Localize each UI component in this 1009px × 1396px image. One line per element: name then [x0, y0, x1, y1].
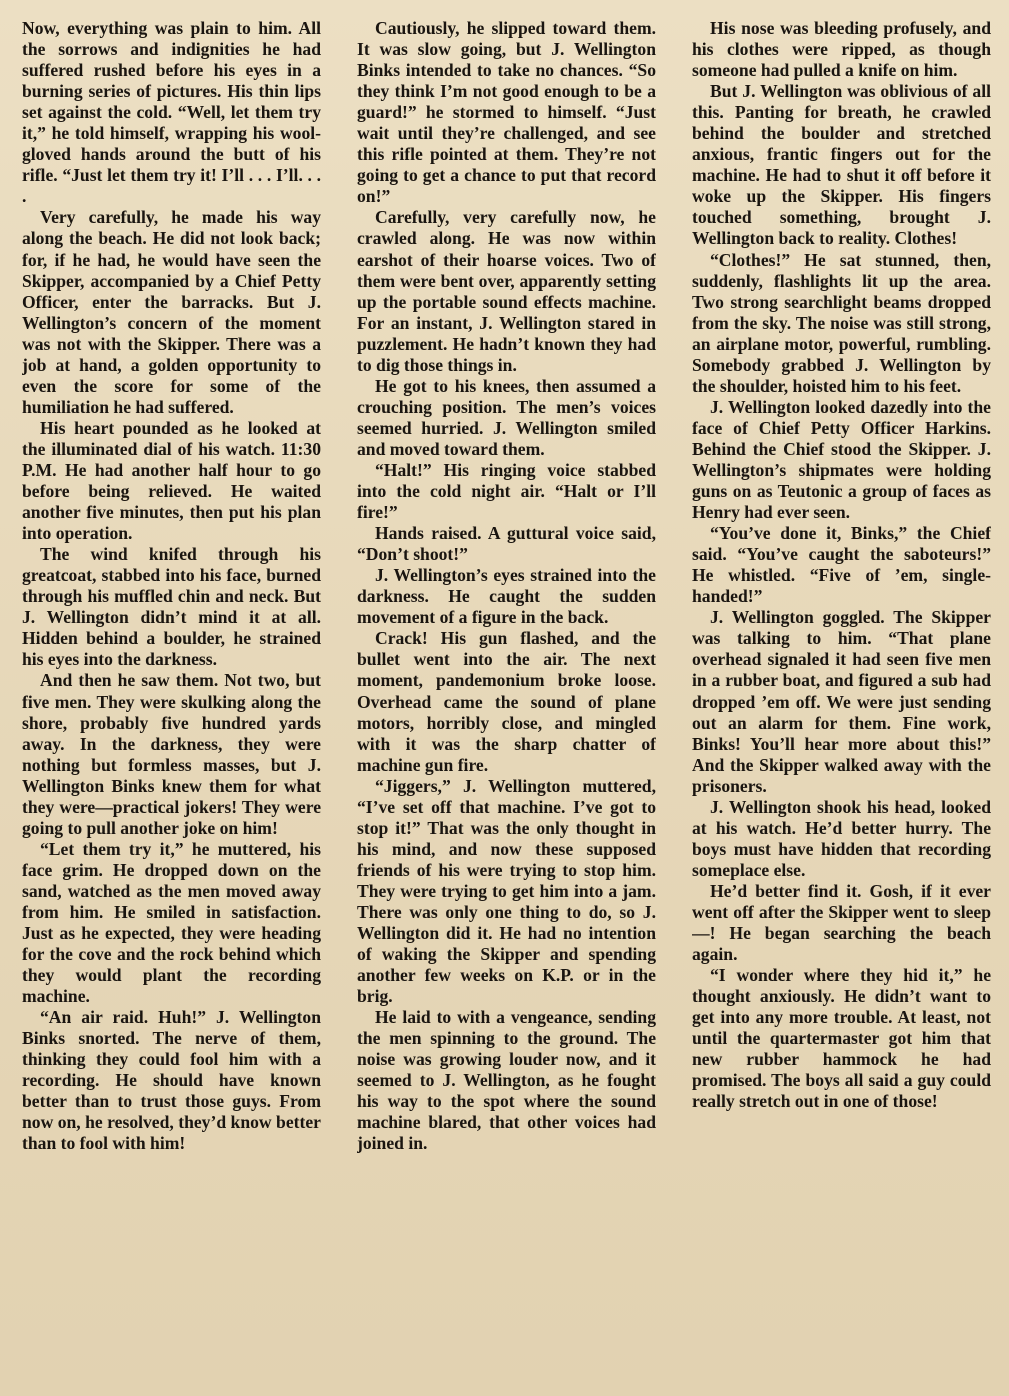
paragraph: Now, everything was plain to him. All the sorrows and indignities he had suffered rushed before his eyes in a burning series of pictures. His thin lips set against the cold. “Well, let them try it,” he told himself, wrapping his wool-gloved hands around the butt of his rifle. “Just let them try it! I’ll . . . I’ll. . . . [22, 18, 321, 207]
paragraph: He’d better find it. Gosh, if it ever went off after the Skipper went to sleep—! He began searching the beach again. [692, 880, 991, 965]
paragraph: He laid to with a vengeance, sending the men spinning to the ground. The noise was growing louder now, and it seemed to J. Wellington, as he fought his way to the spot where the sound machine blared, that other voices had joined in. [357, 1007, 656, 1154]
paragraph: But J. Wellington was oblivious of all this. Panting for breath, he crawled behind the boulder and stretched anxious, frantic fingers out for the machine. He had to shut it off before it woke up the Skipper. His fingers touched something, brought J. Wellington back to reality. Clothes! [692, 81, 991, 249]
paragraph: “You’ve done it, Binks,” the Chief said. “You’ve caught the saboteurs!” He whistled. “Five of ’em, single-handed!” [692, 523, 991, 607]
paragraph: He got to his knees, then assumed a crouching position. The men’s voices seemed hurried. J. Wellington smiled and moved toward them. [357, 375, 656, 459]
column-middle [357, 18, 656, 1386]
paragraph: “An air raid. Huh!” J. Wellington Binks snorted. The nerve of them, thinking they could fool him with a recording. He should have known better than to trust those guys. From now on, he resolved, they’d know better than to fool with him! [22, 1007, 321, 1154]
paragraph: Crack! His gun flashed, and the bullet went into the air. The next moment, pandemonium broke loose. Overhead came the sound of plane motors, horribly close, and mingled with it was the sharp chatter of machine gun fire. [357, 628, 656, 775]
column-left [22, 18, 321, 1386]
paragraph: His nose was bleeding profusely, and his clothes were ripped, as though someone had pulled a knife on him. [692, 18, 991, 81]
paragraph: The wind knifed through his greatcoat, stabbed into his face, burned through his muffled chin and neck. But J. Wellington didn’t mind it at all. Hidden behind a boulder, he strained his eyes into the darkness. [22, 544, 321, 670]
paragraph: And then he saw them. Not two, but five men. They were skulking along the shore, probably five hundred yards away. In the darkness, they were nothing but formless masses, but J. Wellington Binks knew them for what they were—practical jokers! They were going to pull another joke on him! [22, 670, 321, 838]
paragraph: J. Wellington’s eyes strained into the darkness. He caught the sudden movement of a figure in the back. [357, 565, 656, 628]
paragraph: “I wonder where they hid it,” he thought anxiously. He didn’t want to get into any more trouble. At least, not until the quartermaster got him that new rubber hammock he had promised. The boys all said a guy could really stretch out in one of those! [692, 965, 991, 1112]
paragraph: J. Wellington goggled. The Skipper was talking to him. “That plane overhead signaled it had seen five men in a rubber boat, and figured a sub had dropped ’em off. We were just sending out an alarm for them. Fine work, Binks! You’ll hear more about this!” And the Skipper walked away with the prisoners. [692, 607, 991, 796]
paragraph: His heart pounded as he looked at the illuminated dial of his watch. 11:30 P.M. He had another half hour to go before being relieved. He waited another five minutes, then put his plan into operation. [22, 417, 321, 544]
paragraph: “Clothes!” He sat stunned, then, suddenly, flashlights lit up the area. Two strong searchlight beams dropped from the sky. The noise was still strong, an airplane motor, powerful, rumbling. Somebody grabbed J. Wellington by the shoulder, hoisted him to his feet. [692, 249, 991, 396]
paragraph: J. Wellington looked dazedly into the face of Chief Petty Officer Harkins. Behind the Chief stood the Skipper. J. Wellington’s shipmates were holding guns on as Teutonic a group of faces as Henry had ever seen. [692, 396, 991, 523]
paragraph: J. Wellington shook his head, looked at his watch. He’d better hurry. The boys must have hidden that recording someplace else. [692, 796, 991, 880]
text-columns [22, 18, 991, 1386]
paragraph: “Halt!” His ringing voice stabbed into the cold night air. “Halt or I’ll fire!” [357, 459, 656, 523]
paragraph: “Jiggers,” J. Wellington muttered, “I’ve set off that machine. I’ve got to stop it!” That was the only thought in his mind, and now these supposed friends of his were trying to stop him. They were trying to get him into a jam. There was only one thing to do, so J. Wellington did it. He had no intention of waking the Skipper and spending another few weeks on K.P. or in the brig. [357, 775, 656, 1007]
column-right [692, 18, 991, 1386]
paragraph: Carefully, very carefully now, he crawled along. He was now within earshot of their hoarse voices. Two of them were bent over, apparently setting up the portable sound effects machine. For an instant, J. Wellington stared in puzzlement. He hadn’t known they had to dig those things in. [357, 207, 656, 375]
paragraph: Hands raised. A guttural voice said, “Don’t shoot!” [357, 523, 656, 565]
paragraph: Very carefully, he made his way along the beach. He did not look back; for, if he had, he would have seen the Skipper, accompanied by a Chief Petty Officer, enter the barracks. But J. Wellington’s concern of the moment was not with the Skipper. There was a job at hand, a golden opportunity to even the score for some of the humiliation he had suffered. [22, 207, 321, 417]
paragraph: “Let them try it,” he muttered, his face grim. He dropped down on the sand, watched as the men moved away from him. He smiled in satisfaction. Just as he expected, they were heading for the cove and the rock behind which they would plant the recording machine. [22, 838, 321, 1007]
paragraph: Cautiously, he slipped toward them. It was slow going, but J. Wellington Binks intended to take no chances. “So they think I’m not good enough to be a guard!” he stormed to himself. “Just wait until they’re challenged, and see this rifle pointed at them. They’re not going to get a chance to put that record on!” [357, 18, 656, 207]
